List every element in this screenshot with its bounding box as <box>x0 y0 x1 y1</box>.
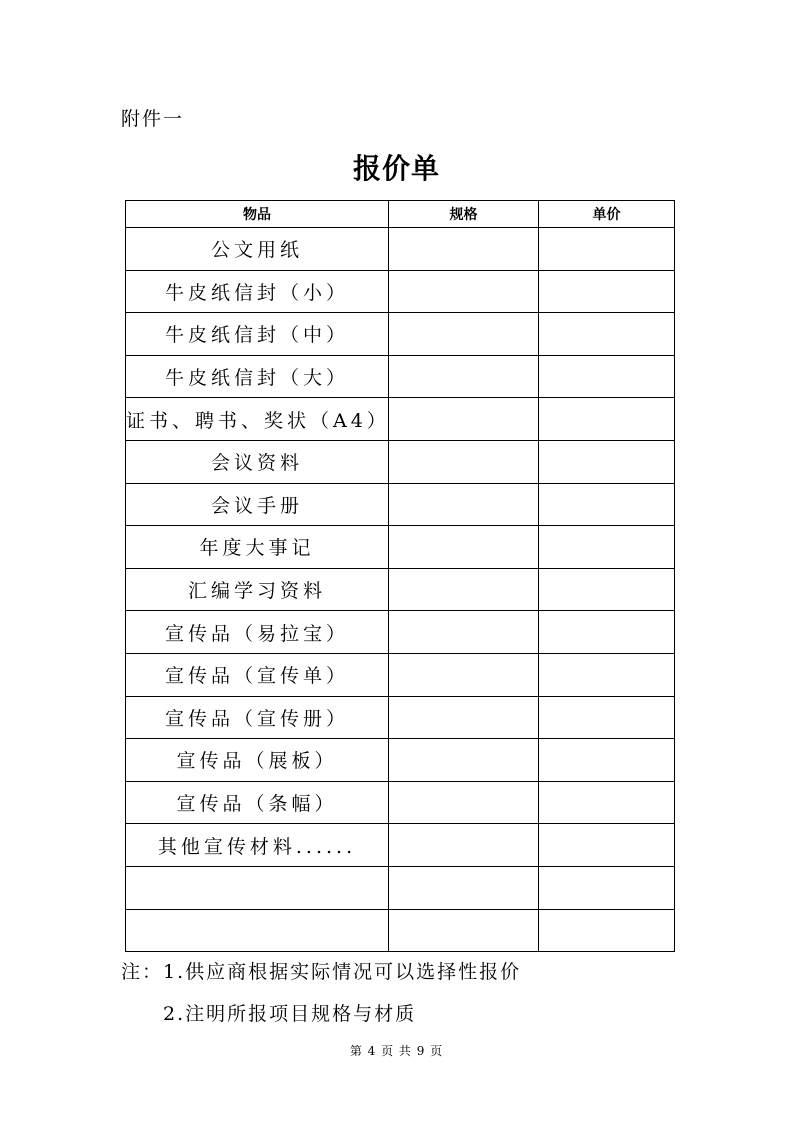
table-row <box>126 611 675 654</box>
table-row <box>126 526 675 569</box>
item-name-cell: 宣传品（宣传单） <box>126 653 389 696</box>
item-name-cell <box>126 866 389 909</box>
table-row <box>126 781 675 824</box>
table-row <box>126 398 675 441</box>
price-cell <box>539 611 675 654</box>
page-number-footer: 第 4 页 共 9 页 <box>349 1044 444 1058</box>
price-cell <box>539 313 675 356</box>
item-name-cell: 年度大事记 <box>126 526 389 569</box>
spec-cell <box>389 696 539 739</box>
table-row <box>126 739 675 782</box>
price-cell <box>539 526 675 569</box>
item-name-cell: 宣传品（展板） <box>126 739 389 782</box>
table-row <box>126 313 675 356</box>
attachment-label: 附件一 <box>121 108 185 130</box>
price-cell <box>539 653 675 696</box>
table-body <box>126 228 675 952</box>
price-cell <box>539 398 675 441</box>
spec-cell <box>389 398 539 441</box>
price-cell <box>539 355 675 398</box>
note-line-2: 2.注明所报项目规格与材质 <box>163 1003 417 1025</box>
table-row <box>126 653 675 696</box>
item-name-cell: 宣传品（易拉宝） <box>126 611 389 654</box>
spec-cell <box>389 270 539 313</box>
price-cell <box>539 270 675 313</box>
item-name-cell: 会议手册 <box>126 483 389 526</box>
price-cell <box>539 739 675 782</box>
item-name-cell: 其他宣传材料...... <box>126 824 389 867</box>
spec-cell <box>389 526 539 569</box>
table-row <box>126 568 675 611</box>
spec-cell <box>389 228 539 271</box>
table-row <box>126 355 675 398</box>
note-line-1: 注：1.供应商根据实际情况可以选择性报价 <box>121 961 522 983</box>
spec-cell <box>389 611 539 654</box>
item-name-cell: 牛皮纸信封（中） <box>126 313 389 356</box>
item-name-cell: 公文用纸 <box>126 228 389 271</box>
spec-cell <box>389 653 539 696</box>
price-cell <box>539 824 675 867</box>
item-name-cell: 会议资料 <box>126 440 389 483</box>
table-row <box>126 228 675 271</box>
price-cell <box>539 483 675 526</box>
spec-cell <box>389 781 539 824</box>
item-name-cell <box>126 909 389 952</box>
table-header-row <box>126 201 675 228</box>
table-row <box>126 866 675 909</box>
item-name-cell: 牛皮纸信封（大） <box>126 355 389 398</box>
document-title: 报价单 <box>352 152 440 185</box>
table-row <box>126 909 675 952</box>
header-spec: 规格 <box>389 201 539 228</box>
spec-cell <box>389 483 539 526</box>
item-name-cell: 牛皮纸信封（小） <box>126 270 389 313</box>
price-cell <box>539 568 675 611</box>
table-row <box>126 824 675 867</box>
price-cell <box>539 866 675 909</box>
item-name-cell: 汇编学习资料 <box>126 568 389 611</box>
item-name-cell: 宣传品（宣传册） <box>126 696 389 739</box>
header-item: 物品 <box>126 201 389 228</box>
price-cell <box>539 440 675 483</box>
price-cell <box>539 696 675 739</box>
header-price: 单价 <box>539 201 675 228</box>
table-row <box>126 440 675 483</box>
price-cell <box>539 781 675 824</box>
price-cell <box>539 228 675 271</box>
spec-cell <box>389 824 539 867</box>
table-row <box>126 270 675 313</box>
table-row <box>126 483 675 526</box>
item-name-cell: 证书、聘书、奖状（A4） <box>126 398 389 441</box>
item-name-cell: 宣传品（条幅） <box>126 781 389 824</box>
table-row <box>126 696 675 739</box>
spec-cell <box>389 440 539 483</box>
spec-cell <box>389 909 539 952</box>
spec-cell <box>389 866 539 909</box>
spec-cell <box>389 739 539 782</box>
spec-cell <box>389 313 539 356</box>
spec-cell <box>389 568 539 611</box>
spec-cell <box>389 355 539 398</box>
price-cell <box>539 909 675 952</box>
quotation-table <box>125 200 675 952</box>
